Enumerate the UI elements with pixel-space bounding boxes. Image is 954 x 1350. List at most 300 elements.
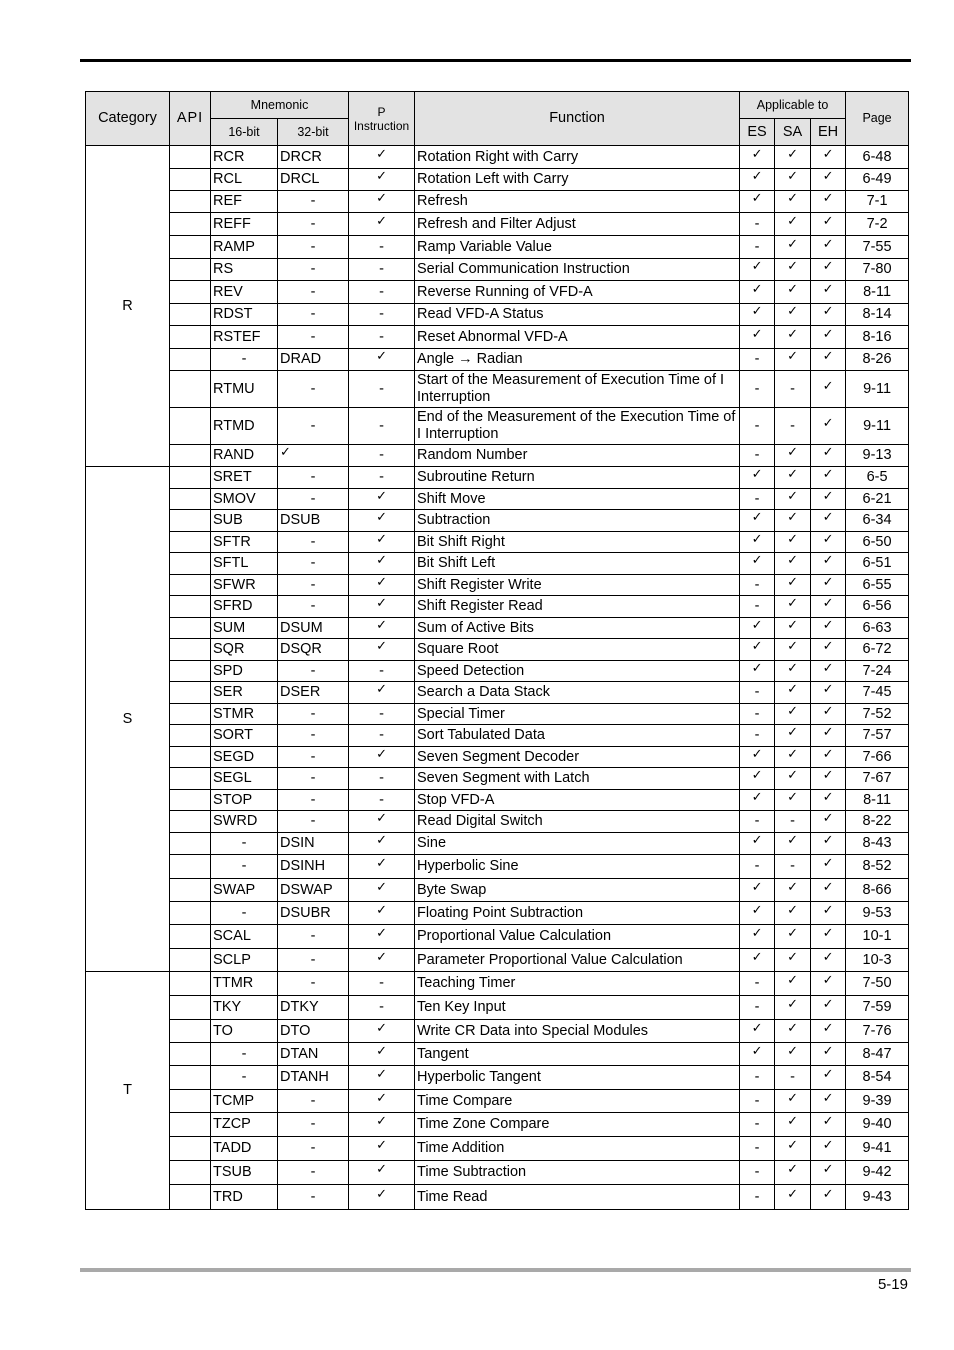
eh-cell (811, 169, 846, 191)
dash-mark: - (754, 1140, 760, 1156)
page-cell: 8-66 (846, 879, 909, 902)
check-icon: ✓ (822, 660, 834, 676)
sa-cell (775, 855, 811, 879)
dash-mark: - (379, 770, 384, 786)
check-icon: ✓ (822, 639, 834, 654)
p-instruction-cell (349, 467, 415, 489)
p-instruction-cell (349, 1185, 415, 1210)
sa-cell (775, 1161, 811, 1185)
check-icon: ✓ (787, 617, 798, 633)
page-cell: 7-66 (846, 747, 909, 768)
mnemonic-16bit-cell-text: SEGD (213, 748, 255, 765)
check-icon: ✓ (822, 926, 834, 941)
table-row (86, 213, 909, 236)
mnemonic-32bit-cell (278, 532, 349, 553)
table-row (86, 725, 909, 747)
check-icon: ✓ (787, 445, 798, 460)
mnemonic-32bit-cell (278, 1113, 349, 1137)
page-cell: 6-5 (846, 467, 909, 489)
es-cell (740, 704, 775, 725)
check-icon: ✓ (787, 553, 798, 568)
mnemonic-16bit-cell (211, 811, 278, 833)
mnemonic-16bit-cell (211, 146, 278, 169)
check-icon: ✓ (787, 926, 798, 941)
dash-mark: - (754, 1092, 760, 1109)
check-icon: ✓ (822, 789, 834, 805)
dash-mark: - (310, 380, 316, 397)
mnemonic-32bit-cell (278, 1161, 349, 1185)
check-icon: ✓ (376, 146, 387, 162)
table-row (86, 191, 909, 213)
dash-mark: - (754, 858, 760, 874)
mnemonic-16bit-cell-text: RCL (213, 171, 243, 187)
check-icon: ✓ (751, 1043, 763, 1059)
sa-cell (775, 532, 811, 553)
api-cell (170, 639, 211, 661)
sa-cell (775, 996, 811, 1020)
function-cell: Subtraction (415, 510, 740, 532)
function-cell: Sum of Active Bits (415, 618, 740, 639)
mnemonic-16bit-cell-text: TADD (213, 1140, 252, 1156)
function-cell: Rotation Right with Carry (415, 146, 740, 169)
es-cell (740, 596, 775, 618)
check-icon: ✓ (376, 1114, 387, 1129)
es-cell (740, 213, 775, 236)
header-category: Category (86, 92, 170, 146)
es-cell (740, 833, 775, 855)
p-instruction-cell (349, 1137, 415, 1161)
check-icon: ✓ (751, 281, 763, 297)
table-row (86, 768, 909, 790)
check-icon: ✓ (751, 789, 763, 805)
page-cell: 8-14 (846, 304, 909, 326)
check-icon: ✓ (376, 639, 387, 654)
eh-cell (811, 1185, 846, 1210)
check-icon: ✓ (822, 304, 834, 319)
mnemonic-32bit-cell (278, 925, 349, 949)
api-cell (170, 326, 211, 349)
dash-mark: - (754, 417, 760, 434)
check-icon: ✓ (787, 1043, 798, 1059)
eh-cell (811, 949, 846, 972)
check-icon: ✓ (787, 1186, 798, 1202)
p-instruction-cell (349, 949, 415, 972)
mnemonic-16bit-cell (211, 1043, 278, 1066)
page-cell: 6-55 (846, 575, 909, 596)
mnemonic-16bit-cell (211, 281, 278, 304)
function-cell: Angle → Radian (415, 349, 740, 371)
sa-cell (775, 191, 811, 213)
dash-mark: - (310, 576, 316, 593)
mnemonic-16bit-cell-text: SEGL (213, 770, 252, 786)
sa-cell (775, 1043, 811, 1066)
table-row (86, 553, 909, 575)
mnemonic-32bit-cell (278, 768, 349, 790)
header-sa: SA (775, 119, 811, 146)
mnemonic-32bit-cell (278, 1090, 349, 1113)
eh-cell (811, 768, 846, 790)
mnemonic-16bit-cell-text: SFTR (213, 533, 251, 550)
eh-cell (811, 725, 846, 747)
check-icon: ✓ (822, 902, 834, 918)
mnemonic-16bit-cell-text: TCMP (213, 1092, 255, 1109)
table-row (86, 902, 909, 925)
eh-cell (811, 1043, 846, 1066)
mnemonic-16bit-cell (211, 349, 278, 371)
es-cell (740, 575, 775, 596)
sa-cell (775, 236, 811, 259)
es-cell (740, 371, 775, 408)
es-cell (740, 768, 775, 790)
api-cell (170, 467, 211, 489)
eh-cell (811, 532, 846, 553)
sa-cell (775, 1020, 811, 1043)
check-icon: ✓ (376, 682, 387, 697)
mnemonic-32bit-cell (278, 169, 349, 191)
sa-cell (775, 747, 811, 768)
eh-cell (811, 553, 846, 575)
eh-cell (811, 326, 846, 349)
p-instruction-cell (349, 996, 415, 1020)
check-icon: ✓ (787, 488, 798, 504)
sa-cell (775, 1113, 811, 1137)
dash-mark: - (241, 351, 247, 367)
mnemonic-32bit-cell-text: DSUB (280, 512, 321, 528)
function-cell: Read VFD-A Status (415, 304, 740, 326)
mnemonic-16bit-cell (211, 1020, 278, 1043)
mnemonic-16bit-cell (211, 191, 278, 213)
table-row (86, 146, 909, 169)
mnemonic-32bit-cell (278, 1020, 349, 1043)
check-icon: ✓ (822, 236, 834, 252)
dash-mark: - (754, 380, 760, 397)
es-cell (740, 747, 775, 768)
mnemonic-16bit-cell (211, 704, 278, 725)
mnemonic-16bit-cell (211, 213, 278, 236)
dash-mark: - (310, 417, 316, 434)
es-cell (740, 553, 775, 575)
sa-cell (775, 639, 811, 661)
dash-mark: - (754, 684, 760, 700)
check-icon: ✓ (751, 660, 763, 676)
eh-cell (811, 1161, 846, 1185)
api-cell (170, 879, 211, 902)
header-p-label: P (377, 104, 386, 119)
function-cell: Reverse Running of VFD-A (415, 281, 740, 304)
check-icon: ✓ (822, 488, 834, 504)
category-cell: T (86, 972, 170, 1210)
dash-mark: - (241, 1069, 247, 1085)
dash-mark: - (310, 727, 316, 743)
es-cell (740, 1137, 775, 1161)
api-cell (170, 1043, 211, 1066)
mnemonic-16bit-cell-text: SPD (213, 662, 243, 679)
mnemonic-32bit-cell (278, 833, 349, 855)
eh-cell (811, 371, 846, 408)
mnemonic-32bit-cell-text: DSER (280, 684, 321, 700)
check-icon: ✓ (787, 902, 798, 918)
es-cell (740, 1066, 775, 1090)
table-row (86, 169, 909, 191)
function-cell: Read Digital Switch (415, 811, 740, 833)
mnemonic-32bit-cell (278, 349, 349, 371)
p-instruction-cell (349, 639, 415, 661)
sa-cell (775, 682, 811, 704)
api-cell (170, 532, 211, 553)
check-icon: ✓ (751, 169, 763, 184)
api-cell (170, 682, 211, 704)
check-icon: ✓ (751, 879, 763, 895)
eh-cell (811, 467, 846, 489)
check-icon: ✓ (787, 1090, 798, 1106)
check-icon: ✓ (376, 949, 387, 965)
dash-mark: - (310, 283, 316, 300)
function-cell: Ten Key Input (415, 996, 740, 1020)
check-icon: ✓ (822, 973, 834, 988)
check-icon: ✓ (376, 856, 387, 871)
dash-mark: - (310, 490, 316, 507)
function-cell: Tangent (415, 1043, 740, 1066)
page-cell: 6-21 (846, 489, 909, 510)
check-icon: ✓ (376, 811, 387, 826)
category-cell: R (86, 146, 170, 467)
mnemonic-16bit-cell (211, 596, 278, 618)
eh-cell (811, 811, 846, 833)
dash-mark: - (310, 238, 316, 255)
mnemonic-32bit-cell (278, 575, 349, 596)
p-instruction-cell (349, 349, 415, 371)
check-icon: ✓ (376, 213, 387, 229)
table-row (86, 326, 909, 349)
table-row (86, 833, 909, 855)
eh-cell (811, 790, 846, 811)
es-cell (740, 925, 775, 949)
mnemonic-32bit-cell (278, 213, 349, 236)
check-icon: ✓ (376, 1020, 387, 1036)
check-icon: ✓ (822, 768, 834, 783)
api-cell (170, 1113, 211, 1137)
p-instruction-cell (349, 1090, 415, 1113)
api-cell (170, 1020, 211, 1043)
table-row (86, 575, 909, 596)
mnemonic-16bit-cell-text: STOP (213, 791, 253, 808)
p-instruction-cell (349, 304, 415, 326)
check-icon: ✓ (822, 349, 834, 364)
check-icon: ✓ (787, 259, 798, 274)
dash-mark: - (790, 813, 795, 829)
check-icon: ✓ (787, 146, 798, 162)
table-row (86, 704, 909, 725)
p-instruction-cell (349, 618, 415, 639)
page-cell: 8-11 (846, 281, 909, 304)
table-row (86, 811, 909, 833)
check-icon: ✓ (787, 281, 798, 297)
dash-mark: - (310, 1092, 316, 1109)
dash-mark: - (310, 705, 316, 722)
mnemonic-32bit-cell (278, 146, 349, 169)
dash-mark: - (310, 555, 316, 571)
mnemonic-32bit-cell (278, 725, 349, 747)
p-instruction-cell (349, 553, 415, 575)
bottom-rule (80, 1268, 911, 1272)
p-instruction-cell (349, 408, 415, 445)
function-cell: Search a Data Stack (415, 682, 740, 704)
eh-cell (811, 1113, 846, 1137)
api-cell (170, 281, 211, 304)
table-row (86, 996, 909, 1020)
check-icon: ✓ (787, 1020, 798, 1036)
check-icon: ✓ (822, 1114, 834, 1129)
mnemonic-32bit-cell-text: DSIN (280, 835, 315, 851)
dash-mark: - (241, 858, 247, 874)
dash-mark: - (310, 261, 316, 277)
check-icon: ✓ (751, 1020, 763, 1036)
sa-cell (775, 326, 811, 349)
dash-mark: - (310, 662, 316, 679)
eh-cell (811, 618, 846, 639)
mnemonic-32bit-cell (278, 510, 349, 532)
api-cell (170, 902, 211, 925)
check-icon: ✓ (787, 949, 798, 965)
check-icon: ✓ (376, 1090, 387, 1106)
function-cell: Time Read (415, 1185, 740, 1210)
dash-mark: - (310, 328, 316, 345)
dash-mark: - (790, 380, 795, 397)
check-icon: ✓ (822, 415, 834, 431)
dash-mark: - (310, 1188, 316, 1205)
check-icon: ✓ (787, 191, 798, 206)
check-icon: ✓ (822, 682, 834, 697)
function-cell: Teaching Timer (415, 972, 740, 996)
check-icon: ✓ (751, 746, 763, 762)
es-cell (740, 902, 775, 925)
mnemonic-16bit-cell-text: SUB (213, 512, 243, 528)
check-icon: ✓ (376, 746, 387, 762)
table-row (86, 1066, 909, 1090)
dash-mark: - (754, 999, 760, 1015)
mnemonic-16bit-cell (211, 489, 278, 510)
eh-cell (811, 1137, 846, 1161)
dash-mark: - (754, 598, 760, 614)
category-cell: S (86, 467, 170, 972)
eh-cell (811, 855, 846, 879)
eh-cell (811, 596, 846, 618)
check-icon: ✓ (822, 856, 834, 871)
mnemonic-16bit-cell (211, 1185, 278, 1210)
table-body (86, 146, 909, 1210)
mnemonic-16bit-cell-text: RDST (213, 306, 253, 322)
sa-cell (775, 1066, 811, 1090)
check-icon: ✓ (822, 997, 834, 1012)
check-icon: ✓ (376, 1162, 387, 1177)
mnemonic-16bit-cell (211, 855, 278, 879)
check-icon: ✓ (787, 531, 798, 547)
check-icon: ✓ (822, 146, 834, 162)
mnemonic-32bit-cell-text: DSWAP (280, 881, 333, 898)
mnemonic-32bit-cell (278, 747, 349, 768)
mnemonic-16bit-cell-text: RS (213, 261, 234, 277)
sa-cell (775, 768, 811, 790)
check-icon: ✓ (376, 596, 387, 611)
p-instruction-cell (349, 747, 415, 768)
mnemonic-16bit-cell (211, 902, 278, 925)
mnemonic-16bit-cell (211, 790, 278, 811)
mnemonic-16bit-cell (211, 661, 278, 682)
mnemonic-32bit-cell (278, 618, 349, 639)
check-icon: ✓ (376, 1186, 387, 1202)
p-instruction-cell (349, 532, 415, 553)
api-cell (170, 925, 211, 949)
table-row (86, 1137, 909, 1161)
eh-cell (811, 1066, 846, 1090)
dash-mark: - (241, 835, 247, 851)
check-icon: ✓ (376, 510, 387, 525)
header-es: ES (740, 119, 775, 146)
table-row (86, 661, 909, 682)
eh-cell (811, 575, 846, 596)
mnemonic-32bit-cell (278, 790, 349, 811)
check-icon: ✓ (822, 746, 834, 762)
p-instruction-cell (349, 682, 415, 704)
check-icon: ✓ (822, 531, 834, 547)
mnemonic-32bit-cell (278, 704, 349, 725)
check-icon: ✓ (822, 445, 834, 460)
page-cell: 9-11 (846, 371, 909, 408)
table-row (86, 281, 909, 304)
dash-mark: - (310, 598, 316, 614)
es-cell (740, 304, 775, 326)
mnemonic-16bit-cell (211, 879, 278, 902)
check-icon: ✓ (376, 617, 387, 633)
table-row (86, 747, 909, 768)
check-icon: ✓ (787, 879, 798, 895)
sa-cell (775, 304, 811, 326)
eh-cell (811, 236, 846, 259)
mnemonic-16bit-cell-text: TTMR (213, 975, 254, 991)
page-cell: 8-54 (846, 1066, 909, 1090)
dash-mark: - (379, 328, 384, 345)
mnemonic-16bit-cell (211, 747, 278, 768)
mnemonic-16bit-cell (211, 1090, 278, 1113)
function-cell: Special Timer (415, 704, 740, 725)
mnemonic-16bit-cell-text: REV (213, 283, 243, 300)
mnemonic-32bit-cell-text: DTANH (280, 1069, 329, 1085)
mnemonic-16bit-cell-text: SFRD (213, 598, 253, 614)
p-instruction-cell (349, 259, 415, 281)
dash-mark: - (310, 951, 316, 968)
page-cell: 8-22 (846, 811, 909, 833)
check-icon: ✓ (822, 281, 834, 297)
table-row (86, 682, 909, 704)
function-cell: Sine (415, 833, 740, 855)
check-icon: ✓ (822, 1067, 834, 1082)
mnemonic-16bit-cell-text: STMR (213, 705, 255, 722)
function-cell: Time Compare (415, 1090, 740, 1113)
mnemonic-16bit-cell (211, 639, 278, 661)
dash-mark: - (754, 1188, 760, 1205)
api-cell (170, 1090, 211, 1113)
table-row (86, 1113, 909, 1137)
check-icon: ✓ (822, 1138, 834, 1153)
mnemonic-16bit-cell-text: SCAL (213, 928, 251, 944)
page-cell: 6-51 (846, 553, 909, 575)
mnemonic-16bit-cell-text: SRET (213, 469, 252, 485)
check-icon: ✓ (822, 169, 834, 184)
header-api: API (170, 92, 211, 146)
sa-cell (775, 704, 811, 725)
p-instruction-cell (349, 1066, 415, 1090)
check-icon: ✓ (751, 326, 763, 342)
